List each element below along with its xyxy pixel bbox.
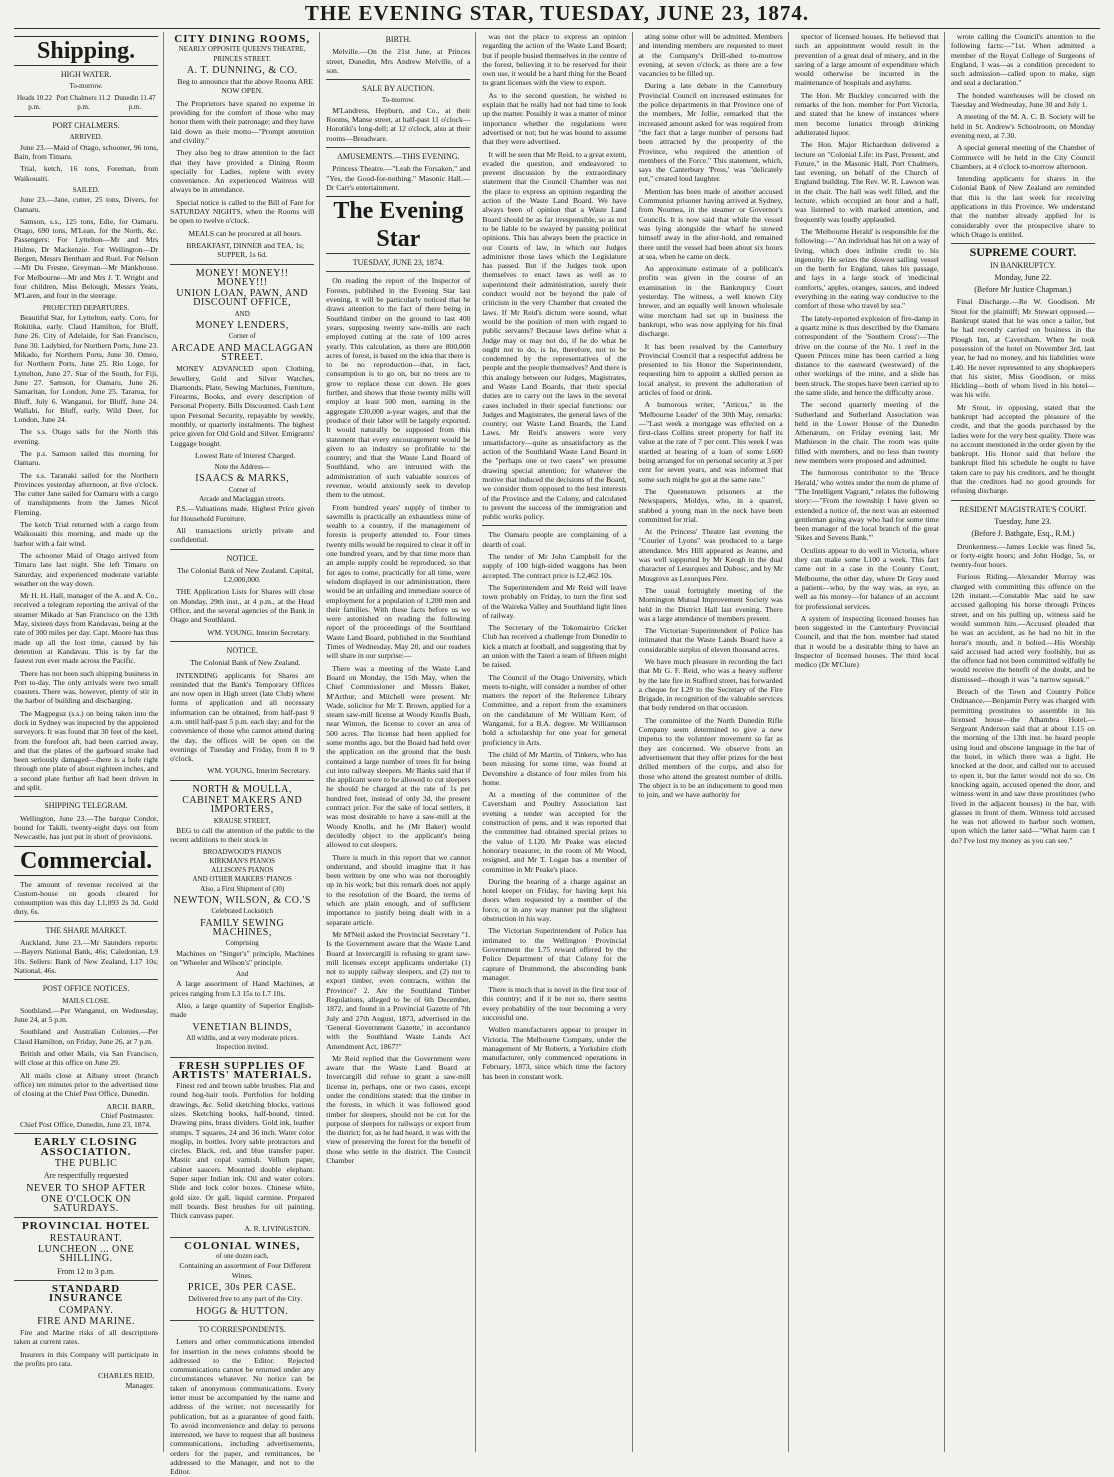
- correspondents-heading: TO CORRESPONDENTS.: [198, 1324, 286, 1334]
- city-dining-heading: CITY DINING ROOMS,: [174, 33, 311, 45]
- colonial-bank-2: The Colonial Bank of New Zealand.: [189, 658, 301, 668]
- early-closing-line-2: Are respectfully requested: [43, 1171, 129, 1181]
- col4-para-1: was not the place to express an opinion regarding the action of the Waste Land Board; but if people busied themselves in the centre of the forest, believing it to be reserved for their own use, it would be a hard thing for the Board to grant licenses with the view to export.: [482, 32, 627, 88]
- supreme-court-heading: SUPREME COURT.: [969, 245, 1077, 260]
- supreme-court-2: Mr Stout, in opposing, stated that the bankrupt had accepted the pleasure of the credit, and that the goods purchased by the ladies were for the very best quality. There was no account mentioned in the order given by the bankrupt. His Honor said that before the bankrupt filed his schedule he ought to have taken care to pay his creditors, and he thought that the creditors had no good grounds for refusing discharge.: [950, 402, 1095, 496]
- sale-heading: SALE BY AUCTION.: [362, 84, 435, 94]
- confidential: All transactions strictly private and confidential.: [170, 525, 315, 545]
- city-dining-text-1: The Proprietors have spared no expense in providing for the comfort of those who may honor them with their patronage; and they have laid down as their motto—"Prompt attention and civility.": [170, 98, 315, 145]
- bankruptcy-heading: IN BANKRUPTCY.: [990, 260, 1056, 270]
- col4-para-6: The Superintendent and Mr Reid will leave town probably on Friday, to turn the first sod of the Waireka Valley and Southland light lines of railway.: [482, 582, 627, 620]
- sailed-label: SAILED.: [72, 185, 100, 194]
- shipping-note-8: The Magpeguz (s.s.) on being taken into the dock in Sydney was inspected by the appointed surveyors. It was found that 30 feet of the keel, from the forefoot aft, had been carried away, and that the plates of the garboard strake had been seriously damaged—there is a hole right through one plate of about eighteen inches, and a second plate further aft had been driven in and split.: [14, 708, 159, 793]
- col6-para-9: A system of inspecting licensed houses has been suggested in the Canterbury Provincial Council, and that the hon. member had stated that it would be a desirable thing to have an Inspector of licensed houses. The third local medico (Dr M'Clure): [794, 613, 939, 670]
- commercial-heading: Commercial.: [14, 846, 158, 876]
- high-water-sub: To-morrow.: [69, 82, 103, 91]
- union-loan-3: MONEY LENDERS,: [195, 320, 289, 332]
- col4-para-9: The child of Mr Martin, of Tinkers, who has been missing for some time, was found at Devonshire a distance of four miles from his home.: [482, 749, 627, 787]
- and-label: And: [236, 970, 249, 979]
- shipping-heading: Shipping.: [14, 36, 158, 66]
- rm-court-heading: RESIDENT MAGISTRATE'S COURT.: [959, 504, 1087, 514]
- city-dining-sub: NEARLY OPPOSITE QUEEN'S THEATRE, PRINCES STREET.: [178, 45, 306, 63]
- shipping-note-2: The p.s. Samson sailed this morning for Oamaru.: [14, 448, 159, 468]
- application-lists: THE Application Lists for Shares will close on Monday, 29th inst., at 4 p.m., at the Head Office, and the several agencies of the Bank in Otago and Southland.: [170, 587, 315, 625]
- tide-dunedin: Dunedin 11.47 p.m.: [114, 93, 156, 111]
- sailed-1: June 23.—Jane, cutter, 25 tons, Divers, for Oamaru.: [14, 195, 159, 214]
- early-closing-line-1: THE PUBLIC: [54, 1157, 118, 1169]
- col4-para-5: The tender of Mr John Campbell for the supply of 100 high-sided waggons has been accepted. The contract price is L2,462 10s.: [482, 552, 627, 580]
- city-dining-proprietor: A. T. DUNNING, & CO.: [186, 64, 298, 76]
- column-6: [795, 32, 945, 1452]
- piano-3: ALLISON'S PIANOS: [211, 866, 274, 875]
- supreme-court-1: Final Discharge.—Re W. Goodison. Mr Stout for the plaintiff; Mr Stewart opposed.—Bankrupt stated that he was once a tailor, but he had recently carried on business in the Plough Inn, at Caversham. When he took possession of the hotel on November 3rd, last year, he had no money, and his liabilities were L40. He never represented to any shopkeepers that his sister, Miss Goodison, or miss Hickling—both of whom lived in his hotel—was his wife.: [950, 297, 1095, 400]
- arrival-2: Trial, ketch, 16 tons, Foreman, from Waikouaiti.: [14, 164, 159, 183]
- col6-para-4: The 'Melbourne Herald' is responsible for the following:—"An individual has hit on a way of living, which does infinite credit to his ingenuity. He seizes the slowest sailing vessel on the berth for England, takes his passage, and lays in a large stock of 'medicinal comforts,' apples, oranges, sauces, and indeed everything in the eating way conducive to the comfort of those who travel by sea.": [794, 226, 939, 311]
- column-2: [170, 32, 320, 1477]
- sailed-2: Samson, s.s., 125 tons, Edie, for Oamaru. Otago, 690 tons, M'Lean, for the North, &c. Passengers: For Lyttelton—Mr and Mrs Hulme, Dr Mackenzie. For Wellington—Dr Bergen, Messrs Bentham and Ruel. For Nelson—Mr Du Fresne, Greyman—Mr Mankhouse. For Melbourne—Mr and Mrs J. T. Wright and four children, Miss Belough, Messrs Yeats, M'Laren, and four in the steerage.: [14, 216, 159, 301]
- shipping-note-6: Mr H. H. Hall, manager of the A. and A. Co., received a telegram reporting the arrival of the steamer Mikado at San Francisco on the 13th May, sixteen days from Kandavau, being at the rate of 300 miles per day. Capt. Moore has thus made up all the lost time, caused by his detention at Kandavau. This is by far the fastest run ever made across the Pacific.: [14, 591, 159, 666]
- tide-port-chalmers: Port Chalmers 11.2 p.m.: [56, 93, 111, 111]
- newton-wilson: NEWTON, WILSON, & CO.'S: [173, 895, 311, 907]
- notice-heading-2: NOTICE.: [226, 645, 258, 655]
- widths: All widths, and at very moderate prices.: [186, 1033, 299, 1042]
- column-7: [951, 32, 1100, 1452]
- hand-machines: A large assortment of Hand Machines, at prices ranging from L3 15s to L7 10s.: [170, 979, 315, 998]
- standard-insurance-manager-name: CHARLES REID,: [98, 1371, 155, 1381]
- editorial-4: There is much in this report that we cannot understand, and should imagine that it has been written by one who was not thoroughly up in his work; but this remark does not apply to the resolution of the Board, the terms of which are plain enough, and of sufficient importance to justify being dealt with in a separate article.: [326, 852, 471, 927]
- col5-para-1: ating some other will be admitted. Members and intending members are requested to meet at the Company's Drill-shed to-morrow evening, at seven o'clock, as there are a few vacancies to be filled up.: [638, 32, 783, 79]
- colonial-wines-heading: COLONIAL WINES,: [184, 1239, 301, 1252]
- col7-para-3: A meeting of the M. A. C. B. Society will be held in St. Andrew's Schoolroom, on Monday evening next, at 7.30.: [950, 112, 1095, 140]
- standard-insurance-heading: STANDARD INSURANCE: [48, 1282, 124, 1305]
- hogg-hutton: HOGG & HUTTON.: [196, 1305, 289, 1317]
- post-office-heading: POST OFFICE NOTICES.: [42, 984, 130, 994]
- col5-para-8: At the Princess' Theatre last evening the "Courier of Lyons" was produced to a large attendance. Mrs Hill appeared as Jeanne, and was well supported by Mr Keogh in the dual character of Lesurques and Dubosc, and by Mr Musgrove as Lesurques Père.: [638, 527, 783, 583]
- commercial-revenue: The amount of revenue received at the Custom-house on goods cleared for consumption was this day L1,093 2s 3d. Gold duty, 6s.: [14, 879, 159, 917]
- post-2: Southland and Australian Colonies.—Per Claud Hamilton, on Friday, June 26, at 7 p.m.: [14, 1027, 159, 1046]
- col6-para-5: The lately-reported explosion of fire-damp in a quartz mine is thus described by the Oamaru correspondent of the 'Southern Cross':—The drive on the course of the No. 1 reef in the Queen Princes mine has been carried a long distance to the eastward (westward) of the other workings of the mine, and a slide has been struck. The stopes have been carried up to the same slide, and hence the difficulty arose.: [794, 313, 939, 397]
- amusements-heading: AMUSEMENTS.—THIS EVENING.: [337, 151, 460, 161]
- early-closing-heading: EARLY CLOSING ASSOCIATION.: [34, 1136, 138, 1158]
- port-heading: PORT CHALMERS.: [52, 121, 120, 131]
- col7-para-2: The bonded warehouses will be closed on Tuesday and Wednesday, June 30 and July 1.: [950, 90, 1095, 110]
- page-columns: [14, 32, 1100, 1477]
- post-3: British and other Mails, via San Francisco, will close at this office on June 29.: [14, 1049, 159, 1068]
- lockstitch: Celebrated Lockstitch: [211, 907, 274, 916]
- post-1: Southland.—Per Wanganui, on Wednesday, June 24, at 5 p.m.: [14, 1005, 159, 1025]
- shipping-note-3: The s.s. Taranaki sailed for the Northern Provinces yesterday afternoon, at five o'clock. The cutter Jane sailed for Oamaru with a cargo of transhipments from the James Nicol Fleming.: [14, 470, 159, 517]
- fresh-supplies-heading: FRESH SUPPLIES OF ARTISTS' MATERIALS.: [172, 1059, 313, 1081]
- share-market: Auckland, June 23.—Mr Saunders reports: —Bayers National Bank, 46s; Caledonian, L9 10s. Sellers: Bank of New Zealand, L17 10s; National, 46s.: [14, 938, 159, 975]
- also-english: Also, a large quantity of Superior English-made: [170, 1001, 315, 1020]
- note-corner: Corner of: [228, 485, 256, 494]
- inspection: Inspection invited.: [216, 1043, 269, 1052]
- col5-para-12: The committee of the North Dunedin Rifle Company seem determined to give a new impetus to the volunteer movement so far as they are concerned. We observe from an advertisement that they offer prizes for the best drilled members of the corps, and also for those who attend the greatest number of drills. The object is to be an inducement to good men to join, and we have authority for: [638, 715, 783, 800]
- piano-2: KIRKMAN'S PIANOS: [209, 856, 276, 865]
- union-loan-2: AND: [234, 309, 250, 318]
- editorial-6: Mr Reid replied that the Government were aware that the Waste Land Board at Invercargill did refuse to grant a saw-mill license in, perhaps, one or two cases, except under the conditions stated: that the timber in the forests, in which it was followed good timber for sleepers, should not be cut for the purpose of sleepers for railways or export from the district; for, as he had heard, it was with the view of preserving the forest for the benefit of those who settle in the district. The Council Chamber: [326, 1053, 471, 1166]
- col4-para-7: The Secretary of the Tokomairiro Cricket Club has received a challenge from Dunedin to kick a match at football, and suggesting that by an union with the Taieri a team of fifteen might be raised.: [482, 623, 627, 670]
- union-loan-4: Corner of: [228, 332, 256, 341]
- share-market-heading: THE SHARE MARKET.: [45, 925, 127, 935]
- young-signature-1: WM. YOUNG, Interim Secretary.: [207, 627, 311, 637]
- krause-street: KRAUSE STREET,: [213, 816, 271, 825]
- standard-insurance-manager-title: Manager.: [125, 1380, 155, 1390]
- col4-para-14: Wollen manufacturers appear to prosper in Victoria. The Melbourne Company, under the management of Mr Roberts, a Yorkshire cloth manufacturer, only commenced operations in February, 1873, since which time the factory has been in constant work.: [482, 1025, 627, 1081]
- provincial-hotel-luncheon: LUNCHEON ... ONE SHILLING.: [38, 1244, 135, 1265]
- col5-para-7: The Queenstown prisoners at the Newspapers, Moldys, who, in a quarrel, stabbed a young man in the neck have been committed for trial.: [638, 486, 783, 524]
- union-loan-1: UNION LOAN, PAWN, AND DISCOUNT OFFICE,: [176, 288, 309, 309]
- wines-delivered: Delivered free to any part of the City.: [188, 1294, 303, 1304]
- projected-departures-heading: PROJECTED DEPARTURES.: [42, 303, 130, 312]
- fresh-supplies-list: Finest red and brown sable brushes. Flat and round hog-hair tools. Portfolios for holding drawings, &c. Solid sketching blocks, various sizes. Sketching books, half-bound, tinted. Drawing pins, brass dividers. Gold ink, leather stumps. T squares, 24 and 36 inch. Water color moglip, in bottles. Ivory sable protractors and circles. Black, red, and blue transfer paper. Mastic and copal varnish. Vellum paper, cabinet saucers. Mounted double elephant. Super super Indian ink. Oil and water colors. Slide and lock color boxes. Chinese white, gold size. Or gall, liquid carmine. Prepared mill boards. Best brushes for oil painting. Thick canvass paper.: [170, 1081, 315, 1221]
- birth-heading: BIRTH.: [385, 35, 412, 44]
- col4-para-11: During the hearing of a charge against an hotel keeper on Friday, for having kept his doors when requested by a member of the force, or in any way manner put the slightest obstruction in his way.: [482, 876, 627, 924]
- col5-para-2: During a late debate in the Canterbury Provincial Council on increased estimates for the police departments in that Province one of the members, Mr Jollie, remarked that the increased amount asked for was required from "the fact that a large number of persons had been attracted by the prosperity of the Province, who required the attention of members of the Force." This statement, which, says the Canterbury 'Press,' was "delicately put," created loud laughter.: [638, 81, 783, 184]
- col6-para-6: The second quarterly meeting of the Sutherland and Sutherland Association was held in the Lower House of the Dunedin Athenæum, on Friday evening last, Mr Mathieson in the chair. The room was quite filled with members, and no less than twenty new members were proposed and admitted.: [794, 400, 939, 466]
- col5-para-10: The Victorian Superintendent of Police has intimated that the Waste Lands Board have a considerable surplus of eleven thousand acres.: [638, 626, 783, 654]
- col4-para-3: It will be seen that Mr Reid, to a great extent, evaded the question, and endeavored to prevent discussion by the extraordinary statement that the Council Chamber was not the place to express an opinion regarding the action of the Waste Land Board. We have always been of opinion that a Waste Land Board should be as far irresponsible, so as not to be liable to be swayed by passing political opinions. This has always been the practice in our Courts of law, in which our Judges administer those laws which the Legislature has passed. But if the Judges took upon themselves to enact laws as well as to superintend their administration, surely their conduct would not be beyond the pale of criticism in the very Chamber that created the laws. If Mr Reid's dictum were sound, what would be the position of men with regard to public servants? Because laws define what a Judge may or may not do, if he do what he ought not to do, is he, therefore, not to be condemned by the representatives of the people and the people themselves? And there is this analogy between our Judges, Magistrates, and Waste Land Boards, that their special duties are to carry out the laws in the several cases included in their special functions: our Judges and Magistrates, the general laws of the country; our Waste Land Boards, the Land Laws. Mr Reid's answers were very unsatisfactory—quite as unsatisfactory as the action of the Southland Waste Land Board in the "perhaps one or two cases" we presume drawing special attention; for whatever the motive that induced the decisions of the Board, we consider them opposed to the best interests of the Province and the Colony, and calculated to prevent the success of the immigration and public works policy.: [482, 149, 627, 522]
- rm-court-1: Drunkenness.—James Leckie was fined 5s, or forty-eight hours; and John Hodge, 5s, or twenty-four hours.: [950, 541, 1095, 570]
- wines-price: PRICE, 30s PER CASE.: [187, 1282, 297, 1294]
- cabinet-makers: CABINET MAKERS AND IMPORTERS,: [182, 795, 303, 816]
- col5-para-4: An approximate estimate of a publican's profits was given in the course of an examination in the Bankruptcy Court yesterday. The witness, a well known City brewer, and an equally well known wholesale wine merchant had set up in business the bankrupt, who was now applying for his final discharge.: [638, 264, 783, 339]
- rm-court-judge: (Before J. Bathgate, Esq., R.M.): [971, 529, 1075, 539]
- family-sewing: FAMILY SEWING MACHINES,: [200, 917, 285, 938]
- standard-insurance-text-1: Fire and Marine risks of all descriptions taken at current rates.: [14, 1328, 159, 1347]
- provincial-hotel-heading: PROVINCIAL HOTEL: [21, 1220, 151, 1233]
- north-moulla: NORTH & MOULLA,: [192, 783, 292, 795]
- col7-para-4: A special general meeting of the Chamber of Commerce will be held in the City Council Chambers, at 4 o'clock to-morrow afternoon.: [950, 143, 1095, 171]
- masthead-rule: [14, 28, 1100, 29]
- rm-court-date: Tuesday, June 23.: [994, 516, 1052, 526]
- column-1: [14, 32, 164, 1452]
- intending-applicants: INTENDING applicants for Shares are reminded that the Bank's Temporary Offices are now open in High street (late Club) where forms of application and all necessary information can be obtained, from half-past 9 a.m. until half-past 5 p.m. each day; and for the convenience of those who cannot attend during the day, the offices will be open on the evenings of Tuesday and Friday, from 8 to 9 o'clock.: [170, 670, 315, 764]
- piano-1: BROADWOOD'S PIANOS: [202, 847, 282, 856]
- col5-para-11: We have much pleasure in recording the fact that Mr G. F. Reid, who was a heavy sufferer by the late fire in Stafford street, has forwarded a cheque for L29 to the Secretary of the Fire Brigade, in recognition of the valuable services that body rendered on that occasion.: [638, 657, 783, 713]
- sale-text: M'Landress, Hepburn, and Co., at their Rooms, Manse street, at half-past 11 o'clock—Horotiki's long-dell; at 12 o'clock, also at their rooms—Breadware.: [326, 105, 471, 143]
- wines-1: of one dozen each,: [215, 1252, 269, 1261]
- birth-notice: Melville.—On the 21st June, at Princes street, Dunedin, Mrs Andrew Melville, of a son.: [326, 47, 471, 75]
- early-closing-line-3: NEVER TO SHOP AFTER: [26, 1182, 146, 1194]
- high-water-table: [14, 94, 158, 113]
- city-dining-meals: MEALS can be procured at all hours.: [188, 228, 303, 238]
- shipping-note-1: The s.s. Otago sails for the North this evening.: [14, 427, 159, 446]
- provincial-hotel-restaurant: RESTAURANT.: [49, 1232, 123, 1244]
- col5-para-3: Mention has been made of another accused Communist prisoner having arrived at Sydney, from Noumea, in the steamer or Governor's Councils. It is now said that while the vessel was lying alongside the wharf he stowed himself away in the after-hold, and remained there until the vessel had been about six hours at sea, when he came on deck.: [638, 186, 783, 261]
- editorial-2: From hundred years' supply of timber to sawmills is practically an exhaustless mine of wealth to a country, if the management of forests is properly attended to. Four times twenty mills would be required to clear it off in one hundred years, and by that time more than an ample supply could be reproduced, so that for ages to come, practically for all time, were wisdom displayed in our administration, there would be an unfailing and immediate source of employment for a population of 1,200 men and their families. With these facts before us we were astonished on reading the following report of the proceedings of the Southland Waste Land Board, published in the Southland Times of Wednesday, May 20, and our readers will share in our surprise:—: [326, 502, 471, 661]
- col7-para-5: Intending applicants for shares in the Colonial Bank of New Zealand are reminded that this is the last week for receiving applications in this Province. We understand that the number already applied for is considerably over the prospective share to which Otago is entitled.: [950, 174, 1095, 239]
- editorial-3: There was a meeting of the Waste Land Board on Monday, the 15th May, when the Chief Commissioner and Messrs Baker, M'Arthur, and Mitchell were present. Mr Wade, solicitor for Mr T. Brown, applied for a steam saw-mill license at Woody Knolls Bush, near Winton, the license to cover an area of 500 acres. The license had been applied for some months ago, but the Board had held over the application on the ground that the bush contained a large number of trees fit for being cut into railway sleepers. Mr Banks said that if the applicant were to be allowed to cut sleepers he should be charged at the rate of 1s per hundred feet, instead of only 3d, the present contract price. For the sake of local settlers, it was most desirable to have a saw-mill at the Woody Knolls, and he (Mr Baker) would decidedly object to the applicant's being allowed to cut sleepers.: [326, 663, 471, 850]
- venetian-blinds: VENETIAN BLINDS,: [192, 1021, 293, 1033]
- city-dining-text-2: They also beg to draw attention to the fact that they have provided a Dining Room specially for Ladies, replete with every convenience. An experienced Waitress will always be in attendance.: [170, 148, 315, 195]
- arrival-1: June 23.—Maid of Otago, schooner, 96 tons, Bain, from Timaru.: [14, 142, 159, 162]
- amusements-text: Princess Theatre.—"Leah the Forsaken," and "Yes, the Good-for-nothing." Masonic Hall.—Dr Carr's entertainment.: [326, 164, 471, 192]
- col4-para-4: The Oamaru people are complaining of a dearth of coal.: [482, 530, 627, 549]
- young-signature-2: WM. YOUNG, Interim Secretary.: [207, 766, 311, 776]
- column-3: [326, 32, 476, 1452]
- provincial-hotel-hours: From 12 to 3 p.m.: [57, 1266, 115, 1276]
- col5-para-6: A humorous writer, "Atticus," in the 'Melbourne Leader' of the 30th May, remarks:—"Last week a mortgage was effected on a first-class Collins street property for half its value at the rate of 7 per cent. This week I was startled at hearing of a loan of some L600 being arranged for on personal security at 3 per cent for seven years, and was informed that some such might be got at the same rate.": [638, 400, 783, 484]
- city-dining-open: Beg to announce that the above Rooms ARE NOW OPEN.: [177, 77, 314, 96]
- postmaster-name: ARCH. BARR,: [106, 1101, 155, 1111]
- city-dining-text-3: Special notice is called to the Bill of Fare for SATURDAY NIGHTS, when the Rooms will be open to twelve o'clock.: [170, 197, 315, 226]
- money-advanced: MONEY ADVANCED upon Clothing, Jewellery, Gold and Silver Watches, Diamonds, Plate, Sewing Machines, Furniture, Firearms, Books, and every description of Personal Property. Bills Discounted. Cash Lent upon Personal Security, repayable by weekly, monthly, or quarterly instalments. The highest price given for Old Gold and Silver. Emigrants' Luggage bought.: [170, 364, 315, 448]
- editorial-date: TUESDAY, JUNE 23, 1874.: [352, 258, 444, 268]
- col7-para-1: wrote calling the Council's attention to the following facts:—"1st. When admitted a member of the Royal College of Surgeons of England, I was—as a condition precedent to such admission—called upon to make, sign and seal a declaration.": [950, 32, 1095, 88]
- note-address: Note the Address—: [214, 463, 270, 472]
- col6-para-7: The humorous contributor to the 'Bruce Herald,' who writes under the nom de plume of "The Intelligent Vagrant," relates the following story:—"From the township I have given so extended a notice of, the next was an esteemed gentleman going away who had for some time been manager of the local branch of the great 'Sikes and Sevens Bank.'": [794, 468, 939, 543]
- note-streets: Arcade and Maclaggan streets.: [199, 495, 286, 504]
- wines-2: Containing an assortment of Four Different Wines.: [179, 1261, 312, 1280]
- editorial-1: On reading the report of the Inspector of Forests, published in the Evening Star last evening, it will be particularly noticed that he draws attention to the fact of there being in Southland timber on the ground to last 400 years, supposing twenty saw-mills are each employed cutting at the rate of 100 acres yearly. This calculation, as there are 800,000 acres of forest, is based on the idea that there is to be no reproduction—that, in fact, consumption is to go on, but no trees are to grow to replace those cut down. He goes further, and shows that those twenty mills will employ at least 500 men, earning in the aggregate £30,000 a-year wages, and that the produce of their labor will be largely exported. It would naturally be supposed from this statement that every encouragement would be given to an industry so profitable to the country; and that the Waste Land Board of Southland, who are intrusted with the administration of such valuable sources of revenue, would anxiously seek to develop them to the utmost.: [326, 276, 471, 500]
- col4-para-13: There is much that is novel in the first tour of this country; and if it be not so, there seems every probability of the tour becoming a very successful one.: [482, 985, 627, 1022]
- also-shipment: Also, a First Shipment of (30): [200, 884, 285, 893]
- supreme-court-date: Monday, June 22.: [994, 272, 1052, 282]
- post-office-dateline: Chief Post Office, Dunedin, June 23, 1874.: [20, 1120, 152, 1130]
- early-closing-line-4: ONE O'CLOCK ON SATURDAYS.: [41, 1193, 132, 1215]
- notice-heading-1: NOTICE.: [226, 553, 258, 563]
- standard-insurance-fire: FIRE AND MARINE.: [37, 1315, 135, 1327]
- shipping-note-4: The ketch Trial returned with a cargo from Waikouaiti this morning, and made up the harbor with a fair wind.: [14, 520, 159, 548]
- colonial-bank-1: The Colonial Bank of New Zealand. Capital, L2,000,000.: [177, 565, 314, 585]
- correspondents-text: Letters and other communications intended for insertion in the news columns should be addressed to the Editor. Rejected communications cannot be returned under any circumstances whatever. No notice can be taken of anonymous communications. Every letter must be accompanied by the name and address of the writer, not necessarily for publication, but as a guarantee of good faith. To avoid inconvenience and delay to persons interested, we have to request that all business communications, including advertisements, orders for the paper, and remittances, be addressed to the Manager, and not to the Editor.: [170, 1337, 315, 1477]
- col5-para-5: It has been resolved by the Canterbury Provincial Council that a respectful address be presented to his Honor the Superintendent, requesting him to appoint a skilled person as local analyst, to prevent the adulteration of articles of food or drink.: [638, 341, 783, 397]
- high-water-title: HIGH WATER.: [60, 70, 112, 79]
- col5-para-9: The usual fortnightly meeting of the Mornington Mutual Improvement Society was held in the District Hall last evening. There was a large attendance of members present.: [638, 585, 783, 623]
- col6-para-1: spector of licensed houses. He believed that such an appointment would result in the prevention of a great deal of misery, and in the saving of a large amount of expenditure which would otherwise be incurred in the maintenance of hospitals and asylums.: [794, 32, 939, 88]
- standard-insurance-text-2: Insurers in this Company will participate in the profits pro rata.: [14, 1349, 159, 1369]
- postmaster-title: Chief Postmaster.: [100, 1110, 155, 1120]
- tide-heads: Heads 10.22 p.m.: [17, 93, 52, 111]
- post-4: All mails close at Albany street (branch office) ten minutes prior to the advertised time of closing at the Chief Post Office, Dunedin.: [14, 1070, 159, 1099]
- masthead: THE EVENING STAR, TUESDAY, JUNE 23, 1874.: [304, 1, 810, 25]
- sale-sub: To-morrow.: [381, 96, 415, 105]
- lowest-rate: Lowest Rate of Interest Charged.: [194, 450, 296, 460]
- livingston: A. R. LIVINGSTON.: [244, 1223, 311, 1233]
- shipping-note-7: There has not been such shipping business in Port to-day. The only arrivals were two small coasters. There was, however, plenty of stir in the harbor of building and discharging.: [14, 668, 159, 706]
- arrived-label: ARRIVED.: [69, 133, 103, 142]
- evening-star-title: The Evening Star: [326, 196, 470, 254]
- standard-insurance-company: COMPANY.: [58, 1304, 114, 1316]
- col6-para-8: Oculists appear to do well in Victoria, where they can make some L100 a week. This fact came out in a case in the County Court, Melbourne, the other day, where Dr Grey sued a patient—who, by the way was, as eye, as well as his money—for balance of an account for professional services.: [794, 545, 939, 611]
- piano-4: AND OTHER MAKERS' PIANOS: [192, 875, 292, 884]
- beg-to-call: BEG to call the attention of the public to the recent additions to their stock in: [170, 825, 315, 845]
- col4-para-10: At a meeting of the committee of the Caversham and Poultry Association last evening a tender was accepted for the construction of pens, and it was reported that the committee had obtained special prizes to the value of L120. Mr Peake was elected honorary treasurer, in the room of Mr Wood, resigned, and Mr T. Logan has a member of committee in Mr Peake's place.: [482, 790, 627, 874]
- shipping-note-5: The schooner Maid of Otago arrived from Timaru late last night. She left Timaru on Saturday, and experienced moderate variable weather on the way down.: [14, 550, 159, 588]
- city-dining-prices: BREAKFAST, DINNER and TEA, 1s; SUPPER, 1s 6d.: [186, 240, 305, 260]
- col4-para-8: The Council of the Otago University, which meets to-night, will consider a number of other matters the report of the Reference Library Committee, and a report from the examiners on the candidature of Mr William Kerr, of Wanganui, for a B.A. degree. Mr Williamson hold a scholarship for one year for general proficiency in Arts.: [482, 672, 627, 747]
- valuations: P.S.—Valuations made. Highest Price given for Household Furniture.: [170, 504, 315, 523]
- shipping-telegram-heading: SHIPPING TELEGRAM.: [44, 801, 128, 811]
- supreme-court-judge: (Before Mr Justice Chapman.): [974, 285, 1072, 295]
- projected-departures: Beautiful Star, for Lyttelton, early. Coro, for Rokitika, early. Claud Hamilton, for Bluff, June 26. City of Adelaide, for San Francisco, June 30. Ladybird, for Northern Ports, June 23. Mikado, for Northern Ports, June 30. Omeo, for Northern Ports, June 25. Rio Loge, for Lyttelton, June 27. Star of the South, for Fiji, June 27. Samson, for Oamaru, June 26. Samaritan, for London, June 25. Tararua, for Bluff, July 6. Wanganui, for Bluff, June 24. Wallabi, for Bluff, early. Wild Deer, for London, June 24.: [14, 312, 159, 425]
- column-4: [482, 32, 632, 1452]
- rm-court-2: Furious Riding.—Alexander Murray was charged with committing this offence on the 12th instant.—Constable Mac said he saw accused galloping his horse through Princes street, and on his pulling up, witness said he would summon him.—Accused pleaded that he was an accident, as he had no bit in the horse's mouth, and it bolted.—His Worship said accused had acted very foolishly, but as the offence had not been committed wilfully he would receive the benefit of the doubt, and be dismissed—though it was "a narrow squeak.": [950, 572, 1095, 684]
- column-5: [639, 32, 789, 1452]
- union-loan-5: ARCADE AND MACLAGGAN STREET.: [171, 342, 314, 363]
- col6-para-3: The Hon. Major Richardson delivered a lecture on "Colonial Life: its Past, Present, and Future," in the Masonic Hall, Port Chalmers, last evening, on behalf of the Church of England building. The Rev. W. R. Lawson was in the chair. The hall was well filled, and the lecture, which occupied an hour and a half, was listened to with marked attention, and frequently was loudly applauded.: [794, 140, 939, 224]
- rm-court-3: Breach of the Town and Country Police Ordinance.—Benjamin Perry was charged with permitting prostitutes to assemble in his licensed house—the Alhambra Hotel.—Sergeant Anderson said that at about 1.15 on the morning of the 13th inst. he heard people using loud and obscene language in the bar of the hotel, in which there was a light. He knocked at the door, and called out to accused to open it, but the latter would not do so. On knocking again, accused opened the door, and witness went in and saw three prostitutes (who lived in the adjacent houses) in the bar, with glasses in front of them. Witness told accused he was not allowed to harbor such women, upon which the latter said—"What harm can I do? I've lost my money as you can see.": [950, 687, 1095, 845]
- col4-para-2: As to the second question, he wished to explain that he really had not had time to look up the matter. Possibly it was a matter of minor importance whether the regulations were advertised or not; but he was bound to assume that they were advertised.: [482, 90, 627, 147]
- mails-close-label: MAILS CLOSE.: [62, 996, 110, 1005]
- isaacs-marks: ISAACS & MARKS,: [195, 473, 290, 485]
- col4-para-12: The Victorian Superintendent of Police has intimated to the Wellington Provincial Government the L75 reward offered by the Police Department of that Colony for the capture of Drummond, the absconding bank manager.: [482, 926, 627, 982]
- comprising: Comprising: [225, 939, 259, 948]
- col6-para-2: The Hon. Mr Buckley concurred with the remarks of the hon. member for Port Victoria, and stated that he knew of instances where men become lunatics through drinking adulterated liquor.: [794, 90, 939, 137]
- machines: Machines on "Singer's" principle, Machines on "Wheeler and Wilson's" principle.: [170, 948, 315, 967]
- editorial-5: Mr M'Neil asked the Provincial Secretary "1. Is the Government aware that the Waste Land Board at Invercargill is refusing to grant saw-mill licenses except applicants undertake (1) not to supply railway sleepers, and (2) not to export timber, even contracts, within the Province? 2. Are the Southland Timber Regulations, alleged to be of 6th December, 1872, and found in a Provincial Gazette of 7th July and 27th August, 1873, advertised in the 'General Government Gazette,' in accordance with the Southland Waste Lands Act Amendment Act, 1867?": [326, 929, 471, 1051]
- money-heading: MONEY! MONEY!! MONEY!!!: [195, 267, 289, 288]
- shipping-telegram: Wellington, June 23.—The barque Condor, bound for Takili, twenty-eight days out from Newcastle, has just put in short of provisions.: [14, 813, 159, 842]
